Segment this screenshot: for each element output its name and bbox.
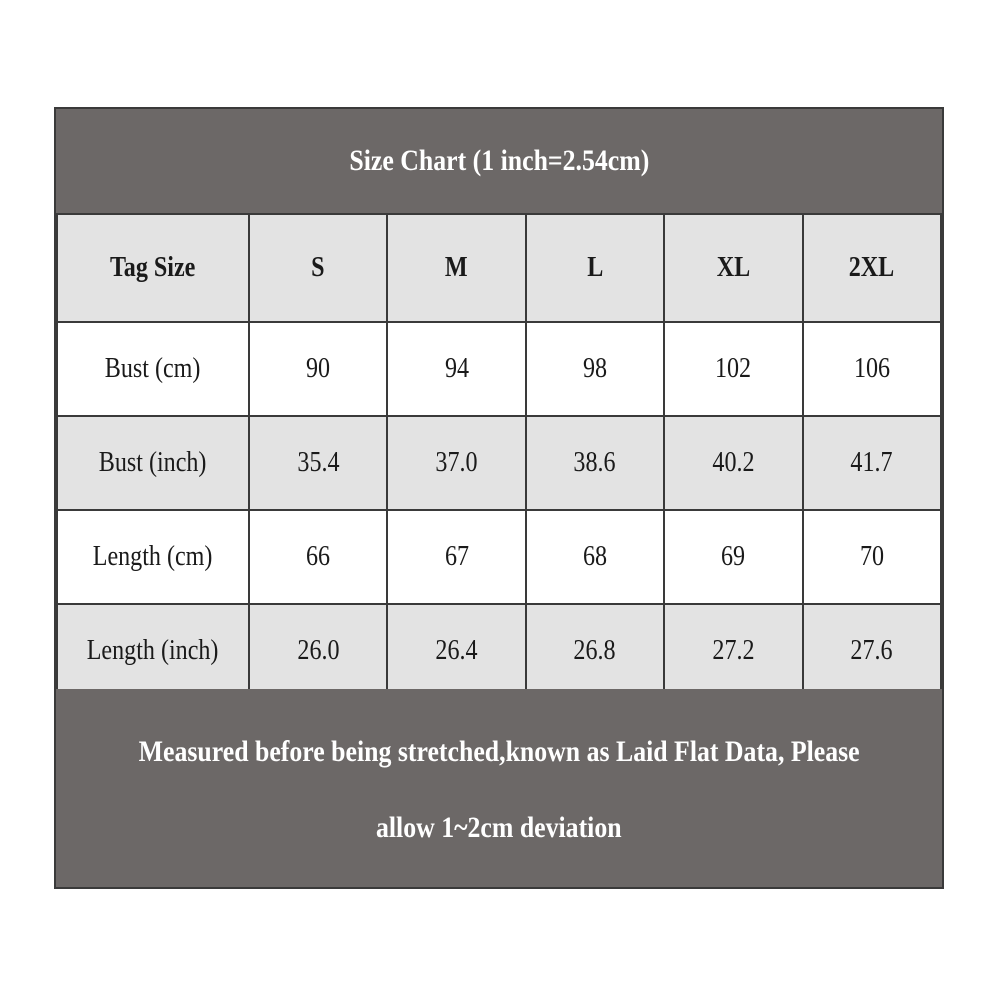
table-cell: 69 — [664, 510, 802, 604]
chart-title-band — [56, 109, 942, 213]
table-row — [57, 510, 941, 604]
table-cell: 38.6 — [526, 416, 664, 510]
table-cell: 94 — [387, 322, 525, 416]
table-cell: 67 — [387, 510, 525, 604]
note-line — [56, 735, 942, 769]
table-cell: 26.8 — [526, 604, 664, 698]
header-cell-size: S — [249, 214, 387, 322]
table-row — [57, 322, 941, 416]
table-cell: 66 — [249, 510, 387, 604]
row-label: Bust (cm) — [57, 322, 249, 416]
header-row — [57, 214, 941, 322]
row-label: Length (inch) — [57, 604, 249, 698]
note-band — [56, 689, 942, 887]
table-cell: 26.0 — [249, 604, 387, 698]
header-cell-size: L — [526, 214, 664, 322]
size-chart — [54, 107, 944, 889]
table-cell: 35.4 — [249, 416, 387, 510]
header-cell-size: M — [387, 214, 525, 322]
row-label: Length (cm) — [57, 510, 249, 604]
header-cell-size: 2XL — [803, 214, 941, 322]
table-row — [57, 416, 941, 510]
note-text-line-2: allow 1~2cm deviation — [376, 811, 622, 844]
table-cell: 27.2 — [664, 604, 802, 698]
size-table — [56, 213, 942, 699]
table-cell: 98 — [526, 322, 664, 416]
header-cell-tag-size: Tag Size — [57, 214, 249, 322]
table-cell: 102 — [664, 322, 802, 416]
table-cell: 106 — [803, 322, 941, 416]
table-cell: 70 — [803, 510, 941, 604]
row-label: Bust (inch) — [57, 416, 249, 510]
table-cell: 26.4 — [387, 604, 525, 698]
table-cell: 90 — [249, 322, 387, 416]
table-cell: 37.0 — [387, 416, 525, 510]
table-cell: 27.6 — [803, 604, 941, 698]
note-text-line-1: Measured before being stretched,known as Laid Flat Data, Please — [138, 735, 860, 768]
chart-title: Size Chart (1 inch=2.54cm) — [349, 144, 649, 177]
table-cell: 68 — [526, 510, 664, 604]
table-cell: 40.2 — [664, 416, 802, 510]
table-row — [57, 604, 941, 698]
note-line — [56, 811, 942, 845]
header-cell-size: XL — [664, 214, 802, 322]
table-cell: 41.7 — [803, 416, 941, 510]
